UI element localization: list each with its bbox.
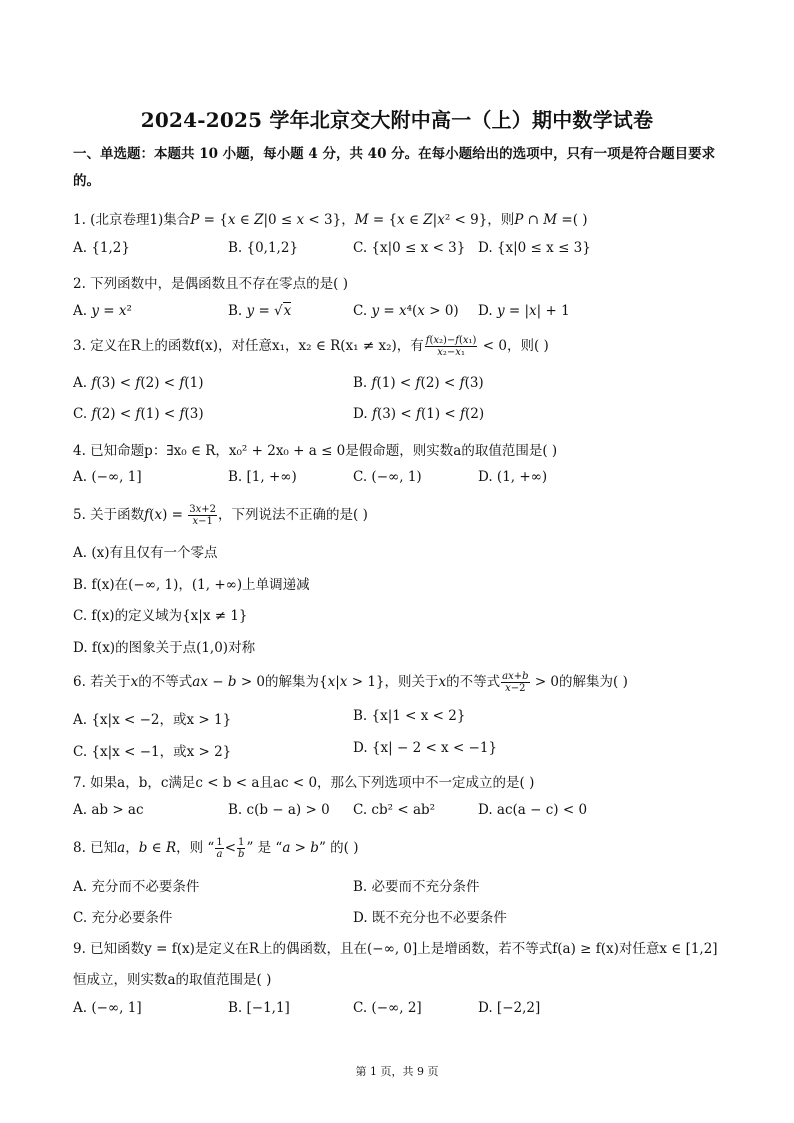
question-9-stem-line2: 恒成立，则实数a的取值范围是( ) — [73, 972, 272, 988]
question-1-option-a: A. {1,2} — [73, 240, 130, 256]
question-6-option-a: A. {x|x < −2，或x > 1} — [73, 712, 232, 728]
question-8-stem: 8. 已知a，b ∈ R，则 “ $\frac{1}{a}$ < $\frac{1}{b}$ ” 是 “a > b” 的( ) — [73, 837, 359, 860]
question-3-option-a: A. f(3) < f(2) < f(1) — [73, 375, 204, 391]
question-1-stem: 1. (北京卷理1)集合P = {x ∈ Z|0 ≤ x < 3}，M = {x ∈ Z|x² < 9}，则P ∩ M =( ) — [73, 212, 588, 228]
question-7-option-a: A. ab > ac — [73, 802, 144, 818]
question-5-option-a: A. (x)有且仅有一个零点 — [73, 545, 218, 561]
question-8-option-b: B. 必要而不充分条件 — [353, 879, 480, 895]
question-9-option-a: A. (−∞, 1] — [73, 1000, 142, 1016]
page-footer: 第 1 页，共 9 页 — [355, 1065, 439, 1078]
question-2-stem: 2. 下列函数中，是偶函数且不存在零点的是( ) — [73, 276, 348, 292]
question-9-stem-line1: 9. 已知函数y = f(x)是定义在R上的偶函数，且在(−∞, 0]上是增函数，若不等式f(a) ≥ f(x)对任意x ∈ [1,2] — [73, 941, 718, 957]
question-6-option-d: D. {x| − 2 < x < −1} — [353, 740, 498, 756]
question-2-option-d: D. y = |x| + 1 — [478, 303, 570, 319]
question-3-option-c: C. f(2) < f(1) < f(3) — [73, 406, 204, 422]
question-4-option-d: D. (1, +∞) — [478, 469, 548, 485]
question-9-option-b: B. [−1,1] — [228, 1000, 290, 1016]
question-8-option-c: C. 充分必要条件 — [73, 910, 173, 926]
question-1-option-d: D. {x|0 ≤ x ≤ 3} — [478, 240, 591, 256]
question-7-stem: 7. 如果a，b，c满足c < b < a且ac < 0，那么下列选项中不一定成立的是( ) — [73, 775, 535, 791]
question-6-stem: 6. 若关于x的不等式ax − b > 0的解集为{x|x > 1}，则关于x的不等式 $\frac{ax+b}{x-2}$ > 0的解集为( ) — [73, 671, 628, 694]
question-9-option-c: C. (−∞, 2] — [353, 1000, 422, 1016]
question-4-option-b: B. [1, +∞) — [228, 469, 297, 485]
question-2-option-b: B. y = √x — [228, 303, 292, 319]
question-5-stem: 5. 关于函数f(x) = $\frac{3x+2}{x-1}$ ，下列说法不正确的是( ) — [73, 504, 368, 527]
question-6-option-b: B. {x|1 < x < 2} — [353, 708, 466, 724]
question-7-option-b: B. c(b − a) > 0 — [228, 802, 330, 818]
question-9-option-d: D. [−2,2] — [478, 1000, 541, 1016]
question-4-option-c: C. (−∞, 1) — [353, 469, 422, 485]
page-title: 2024-2025 学年北京交大附中高一（上）期中数学试卷 — [140, 108, 654, 132]
question-6-option-c: C. {x|x < −1，或x > 2} — [73, 744, 232, 760]
question-8-option-a: A. 充分而不必要条件 — [73, 879, 200, 895]
question-8-option-d: D. 既不充分也不必要条件 — [353, 910, 507, 926]
question-5-option-d: D. f(x)的图象关于点(1,0)对称 — [73, 640, 256, 656]
question-7-option-c: C. cb² < ab² — [353, 802, 436, 818]
question-3-option-b: B. f(1) < f(2) < f(3) — [353, 375, 484, 391]
question-4-option-a: A. (−∞, 1] — [73, 469, 142, 485]
question-1-option-c: C. {x|0 ≤ x < 3} — [353, 240, 466, 256]
question-2-option-c: C. y = x⁴(x > 0) — [353, 303, 459, 319]
question-7-option-d: D. ac(a − c) < 0 — [478, 802, 588, 818]
question-1-option-b: B. {0,1,2} — [228, 240, 299, 256]
question-2-option-a: A. y = x² — [73, 303, 132, 319]
question-5-option-b: B. f(x)在(−∞, 1)，(1, +∞)上单调递减 — [73, 577, 310, 593]
question-4-stem: 4. 已知命题p：∃x₀ ∈ R，x₀² + 2x₀ + a ≤ 0是假命题，则实数a的取值范围是( ) — [73, 443, 558, 459]
section-heading: 一、单选题：本题共 10 小题，每小题 4 分，共 40 分。在每小题给出的选项中，只有一项是符合题目要求的。 — [73, 146, 716, 189]
question-5-option-c: C. f(x)的定义域为{x|x ≠ 1} — [73, 608, 248, 624]
question-3-option-d: D. f(3) < f(1) < f(2) — [353, 406, 485, 422]
question-3-stem: 3. 定义在R上的函数f(x)，对任意x₁，x₂ ∈ R(x₁ ≠ x₂)，有 $\frac{\text{f(x₂)−f(x₁)}}{\text{x₂−x₁}}$ < 0，则( ) — [73, 335, 549, 358]
